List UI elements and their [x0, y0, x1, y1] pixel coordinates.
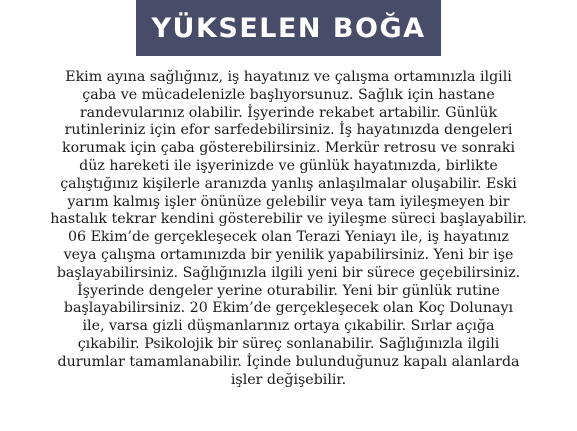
title-banner	[136, 0, 441, 56]
text-line: 06 Ekim’de gerçekleşecek olan Terazi Yeniayı ile, iş hayatınız	[68, 229, 509, 246]
text-line: Ekim ayına sağlığınız, iş hayatınız ve çalışma ortamınızla ilgili	[65, 69, 512, 85]
text-line: durumlar tamamlanabilir. İçinde bulunduğunuz kapalı alanlarda	[57, 353, 520, 370]
text-line: yarım kalmış işler önünüze gelebilir veya tam iyileşmeyen bir	[67, 193, 510, 210]
text-line: çıkabilir. Psikolojik bir süreç sonlanabilir. Sağlığınızla ilgili	[77, 335, 500, 352]
text-line: başlayabilirsiniz. 20 Ekim’de gerçekleşecek olan Koç Dolunayı	[63, 300, 514, 317]
text-line: ile, varsa gizli düşmanlarınız ortaya çıkabilir. Sırlar açığa	[82, 318, 495, 335]
text-line: başlayabilirsiniz. Sağlığınızla ilgili yeni bir sürece geçebilirsiniz.	[56, 264, 521, 281]
text-line: işler değişebilir.	[230, 371, 347, 388]
text-line: hastalık tekrar kendini gösterebilir ve iyileşme süreci başlayabilir.	[50, 211, 527, 228]
text-line: düz hareketi ile işyerinizde ve günlük hayatınızda, birlikte	[79, 157, 498, 174]
text-line: korumak için çaba gösterebilirsiniz. Merkür retrosu ve sonraki	[62, 140, 515, 157]
text-line: çalıştığınız kişilerle aranızda yanlış anlaşılmalar oluşabilir. Eski	[60, 175, 517, 192]
page-title: YÜKSELEN BOĞA	[151, 12, 426, 44]
text-line: çaba ve mücadelenizle başlıyorsunuz. Sağlık için hastane	[82, 86, 495, 103]
horoscope-text	[6, 69, 571, 389]
text-line: randevularınız olabilir. İşyerinde rekabet artabilir. Günlük	[79, 104, 498, 121]
text-line: veya çalışma ortamınızda bir yenilik yapabilirsiniz. Yeni bir işe	[63, 246, 514, 263]
text-line: rutinleriniz için efor sarfedebilirsiniz. İş hayatınızda dengeleri	[64, 122, 513, 139]
text-line: İşyerinde dengeler yerine oturabilir. Yeni bir günlük rutine	[77, 282, 500, 299]
